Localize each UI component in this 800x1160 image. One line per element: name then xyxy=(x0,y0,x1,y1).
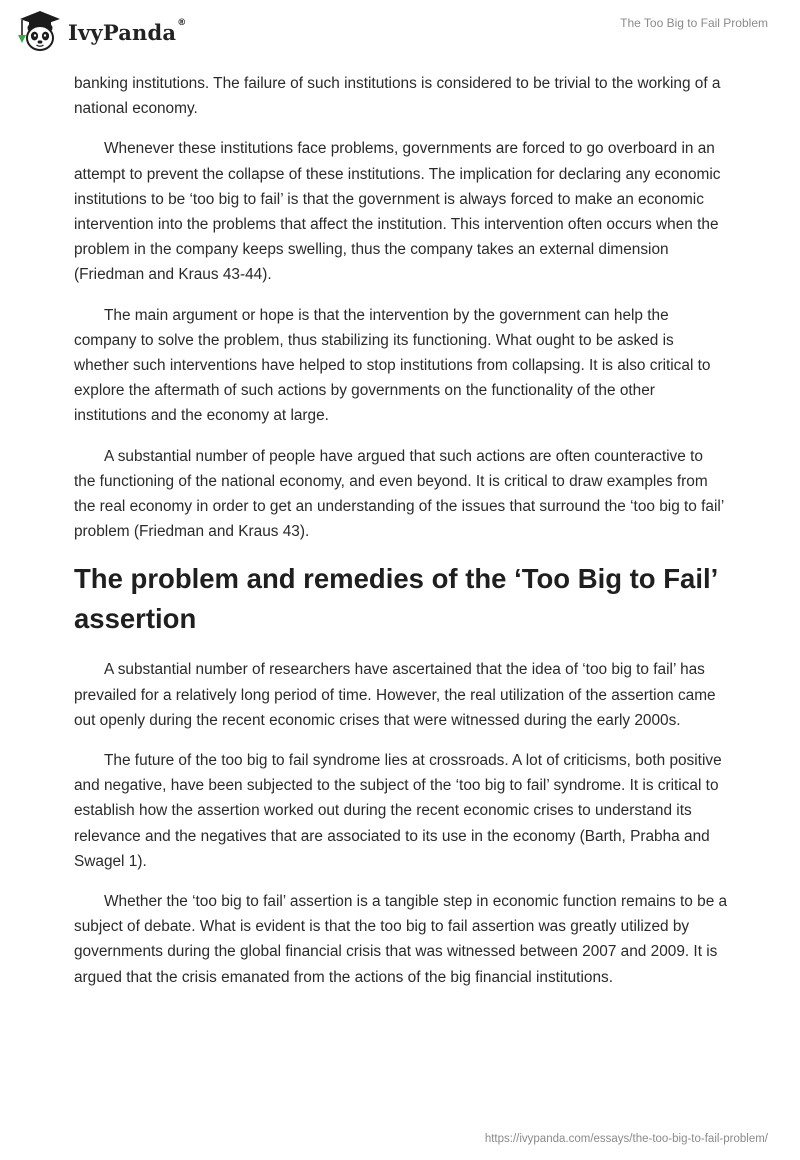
source-url[interactable]: https://ivypanda.com/essays/the-too-big-to-fail-problem/ xyxy=(484,1133,768,1145)
ivypanda-logo[interactable] xyxy=(14,9,186,53)
paragraph: A substantial number of people have argued that such actions are often counteractive to the functioning of the national economy, and even beyond. It is critical to draw examples from the real economy in order to get an understanding of the issues that surround the ‘too big to fail’ problem (Friedman and Kraus 43). xyxy=(74,447,724,541)
paragraph: A substantial number of researchers have ascertained that the idea of ‘too big to fail’ has prevailed for a relatively long period of time. However, the real utilization of the assertion came out openly during the recent economic crises that were witnessed during the early 2000s. xyxy=(74,661,716,729)
paragraph: The future of the too big to fail syndrome lies at crossroads. A lot of criticisms, both positive and negative, have been subjected to the subject of the ‘too big to fail’ syndrome. It is critical to establish how the assertion worked out during the recent economic crises to understand its relevance and the negatives that are associated to its use in the economy (Barth, Prabha and Swagel 1). xyxy=(74,752,722,870)
paragraph: banking institutions. The failure of such institutions is considered to be trivial to the working of a national economy. xyxy=(74,75,721,118)
paragraph: Whenever these institutions face problems, governments are forced to go overboard in an attempt to prevent the collapse of these institutions. The implication for declaring any economic institutions to be ‘too big to fail’ is that the government is always forced to make an economic intervention into the problems that affect the institution. This intervention often occurs when the problem in the company keeps swelling, thus the company takes an external dimension (Friedman and Kraus 43-44). xyxy=(74,140,721,284)
brand-name: IvyPanda® xyxy=(68,17,187,45)
paragraph: The main argument or hope is that the intervention by the government can help the company to solve the problem, thus stabilizing its functioning. What ought to be asked is whether such interventions have helped to stop institutions from collapsing. It is also critical to explore the aftermath of such actions by governments on the functionality of the other institutions and the economy at large. xyxy=(74,306,711,425)
page-header xyxy=(0,0,800,60)
essay-content xyxy=(74,71,728,1005)
panda-graduate-icon xyxy=(14,9,64,53)
paragraph: Whether the ‘too big to fail’ assertion is a tangible step in economic function remains to be a subject of debate. What is evident is that the too big to fail assertion was greatly utilized by governments during the global financial crisis that was witnessed between 2007 and 2009. It is argued that the crisis emanated from the actions of the big financial institutions. xyxy=(74,893,728,986)
registered-mark: ® xyxy=(177,17,187,28)
document-title: The Too Big to Fail Problem xyxy=(620,16,768,30)
section-heading: The problem and remedies of the ‘Too Big to Fail’ assertion xyxy=(74,563,717,635)
